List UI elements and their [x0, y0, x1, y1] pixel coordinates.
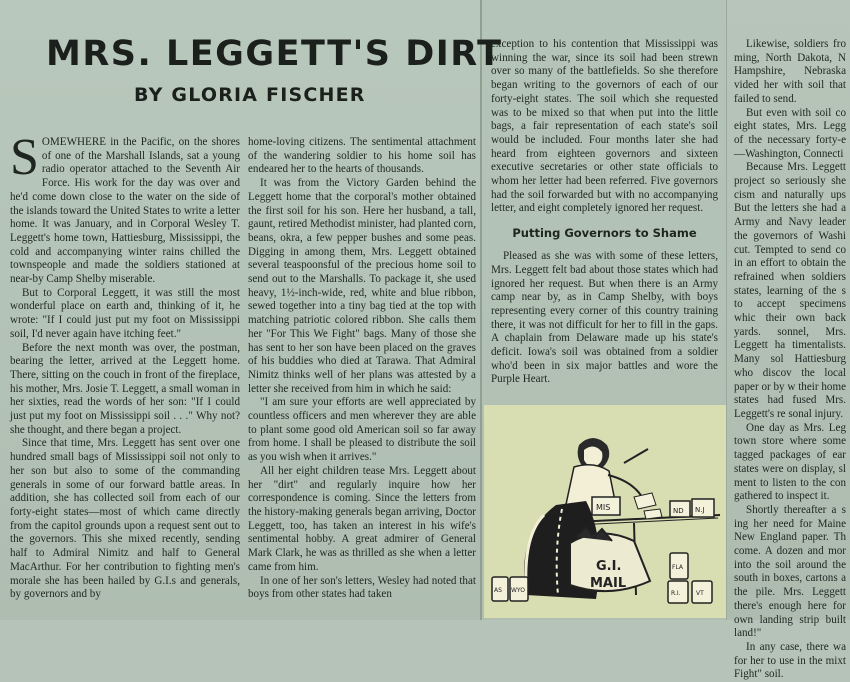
box-label: N.J [695, 506, 705, 514]
bag-label: MIS [596, 503, 611, 512]
article-byline: BY GLORIA FISCHER [134, 84, 366, 106]
article-column-4-cropped [734, 38, 846, 681]
jar-label: VT [696, 590, 704, 597]
paragraph: All her eight children tease Mrs. Leggett about her "dirt" and regularly inquire how her correspondence is coming. Since the letters from the history-making generals began arriving, Doctor Leggett, too, has taken an interest in his wife's sentimental hobby. A great admirer of General Mark Clark, he was as thrilled as she when a letter came from him. [248, 464, 476, 573]
article-column-3 [491, 38, 718, 387]
article-column-1 [10, 129, 240, 602]
paragraph-text: OMEWHERE in the Pacific, on the shores of one of the Marshall Islands, sat a young radio operator attached to the Seventh Air Force. His work for the day was over and he'd come down close to the water on the side of the islands toward the United States to write a letter home. It was January, and in Corporal Wesley T. Leggett's home town, Hattiesburg, Mississippi, the cold and accompanying winter rains chilled the townspeople and made the soldiers stationed at near-by Camp Shelby miserable. [10, 136, 240, 286]
paragraph: Pleased as she was with some of these letters, Mrs. Leggett felt bad about those states which had ignored her request. But when there is an Army camp near by, as in Camp Shelby, with boys representing every corner of this country training there, it was not difficult for her to fill in the gaps. A chaplain from Delaware made up his state's deficit. Iowa's soil was obtained from a soldier who'd been in six major battles and wore the Purple Heart. [491, 250, 718, 386]
paragraph: Because Mrs. Leggett project so seriously she cism and naturally ups But the letters she had a Army and Navy leader the governors of Washi cut. Tempted to send co in an effort to obtain the refrained when soldiers states, learning of the s to accept specimens whic their own back yards. sonnel, Mrs. Leggett ha timentalists. Many sol Hattiesburg who discov the local paper or by w their home states had fused Mrs. Leggett's re sonal injury. [734, 161, 846, 420]
paragraph: Likewise, soldiers fro ming, North Dakota, N Hampshire, Nebraska vided her with soil that failed to send. [734, 38, 846, 105]
paragraph: "I am sure your efforts are well appreciated by countless officers and men wherever they are able to plant some good old American soil so far away from home. I shall be pleased to distribute the soil as you wish when it arrives." [248, 396, 476, 464]
jar-label: FLA [672, 564, 684, 571]
section-subhead: Putting Governors to Shame [512, 226, 697, 241]
paragraph: But to Corporal Leggett, it was still the most wonderful place on earth and, thinking of it, he wrote: "If I could just put my foot on Mississippi soil, I'd never again have itching feet." [10, 286, 240, 340]
illustration-woman-packing-soil [484, 405, 726, 618]
jar-label: AS [494, 587, 502, 594]
sack-label-line2: MAIL [590, 576, 627, 591]
opening-paragraph [10, 129, 240, 287]
paragraph: But even with soil co eight states, Mrs. Legg of the necessary forty-e —Washington, Connecti [734, 106, 846, 160]
drop-cap: S [10, 129, 39, 186]
paragraph: Before the next month was over, the postman, bearing the letter, arrived at the Leggett home. There, sitting on the couch in front of the fireplace, his mother, Mrs. Josie T. Leggett, a small woman in her sixties, read the words of her son: "If I could just put my foot on Mississippi soil . . ." Why not? she thought, and there began a project. [10, 341, 240, 436]
jar-label: WYO [511, 587, 525, 594]
paragraph: It was from the Victory Garden behind the Leggett home that the corporal's mother obtained the first soil for his son. Here her husband, a tall, gaunt, retired Methodist minister, had planted corn, beans, okra, a few pepper bushes and some peas. Digging in among them, Mrs. Leggett obtained several teaspoonsful of the precious home soil to send out to the Marshalls. To package it, she used heavy, 1½-inch-wide, red, white and blue ribbon, sewed together into a tiny bag tied at the top with matching patriotic colored ribbon. She calls them her "For This We Fight" bags. Many of those she has sent to her son have been placed on the graves of his buddies who died at Tarawa. That Admiral Nimitz thinks well of her plans was attested by a letter she received from him in which he said: [248, 177, 476, 395]
paragraph: Shortly thereafter a s ing her need for Maine New England paper. Th come. A dozen and mor into the soil around the south in boxes, cartons a the pile. Mrs. Leggett there's enough here for own landing strip built land!" [734, 503, 846, 640]
paragraph: exception to his contention that Mississippi was winning the war, since its soil had been strewn over so many of the battlefields. So she therefore began writing to the governors of each of our forty-eight states. The soil which she requested was to be mixed so that when put into the little bags, a fair representation of each state's soil would be included. Four months later she had heard from eighteen governors and sixteen executive secretaries or other state officials to whom her letter had been referred. Five governors had the soil forwarded but with no accompanying letter, and eight completely ignored her request. [491, 38, 718, 215]
paragraph: home-loving citizens. The sentimental attachment of the wandering soldier to his home soil has endeared her to the hearts of thousands. [248, 136, 476, 176]
article-column-2 [248, 136, 476, 602]
paragraph: One day as Mrs. Leg town store where some tagged packages of ear states were on display, sl ment to listen to the con gathered to inspect it. [734, 421, 846, 503]
illustration-drawing [484, 405, 726, 618]
article-headline: MRS. LEGGETT'S DIRT [46, 34, 503, 74]
paragraph: In one of her son's letters, Wesley had noted that boys from other states had taken [248, 574, 476, 601]
paper-fold-line [480, 0, 482, 620]
paper-fold-line [726, 0, 727, 620]
box-label: ND [673, 507, 684, 515]
paragraph: Since that time, Mrs. Leggett has sent over one hundred small bags of Mississippi soil not only to her son but also to some of the commanding generals in some of our forward battle areas. In addition, she has collected soil from each of our forty-eight states—most of which came directly from the capitol grounds upon a request sent out to the governors. This she mixed recently, sending half to Admiral Nimitz and half to General MacArthur. For her contribution to fighting men's morale she has been hailed by G.I.s and generals, by governors and by [10, 437, 240, 601]
jar-label: R.I. [671, 590, 681, 597]
paragraph: In any case, there wa for her to use in the mixt Fight" soil. [734, 640, 846, 681]
sack-label-line1: G.I. [596, 559, 622, 574]
